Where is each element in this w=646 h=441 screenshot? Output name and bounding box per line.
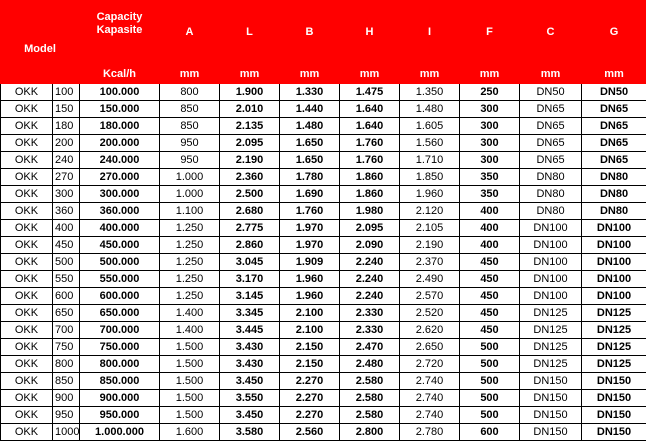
cell-c: DN50 bbox=[520, 84, 582, 101]
model-prefix: OKK bbox=[1, 220, 53, 237]
cell-g: DN150 bbox=[582, 424, 646, 441]
model-number: 1000 bbox=[53, 424, 80, 441]
cell-i: 2.620 bbox=[400, 322, 460, 339]
cell-g: DN65 bbox=[582, 135, 646, 152]
cell-g: DN125 bbox=[582, 356, 646, 373]
cell-g: DN125 bbox=[582, 322, 646, 339]
cell-c: DN125 bbox=[520, 356, 582, 373]
cell-a: 850 bbox=[160, 101, 220, 118]
model-prefix: OKK bbox=[1, 169, 53, 186]
table-row bbox=[1, 84, 646, 101]
model-prefix: OKK bbox=[1, 339, 53, 356]
cell-b: 1.780 bbox=[280, 169, 340, 186]
cell-a: 1.500 bbox=[160, 356, 220, 373]
header-col-h: H bbox=[340, 1, 400, 65]
cell-c: DN65 bbox=[520, 101, 582, 118]
capacity-cell: 200.000 bbox=[80, 135, 160, 152]
cell-f: 450 bbox=[460, 288, 520, 305]
capacity-cell: 700.000 bbox=[80, 322, 160, 339]
model-prefix: OKK bbox=[1, 390, 53, 407]
unit-f: mm bbox=[460, 65, 520, 84]
cell-g: DN80 bbox=[582, 169, 646, 186]
cell-h: 2.580 bbox=[340, 407, 400, 424]
table-row bbox=[1, 271, 646, 288]
cell-b: 1.650 bbox=[280, 152, 340, 169]
cell-f: 500 bbox=[460, 390, 520, 407]
model-number: 150 bbox=[53, 101, 80, 118]
model-prefix: OKK bbox=[1, 152, 53, 169]
cell-a: 1.400 bbox=[160, 305, 220, 322]
cell-f: 400 bbox=[460, 220, 520, 237]
model-number: 500 bbox=[53, 254, 80, 271]
cell-h: 2.240 bbox=[340, 271, 400, 288]
cell-c: DN100 bbox=[520, 254, 582, 271]
cell-b: 1.960 bbox=[280, 271, 340, 288]
cell-i: 2.780 bbox=[400, 424, 460, 441]
cell-i: 2.370 bbox=[400, 254, 460, 271]
capacity-cell: 1.000.000 bbox=[80, 424, 160, 441]
table-row bbox=[1, 305, 646, 322]
cell-b: 1.330 bbox=[280, 84, 340, 101]
cell-l: 2.500 bbox=[220, 186, 280, 203]
cell-c: DN65 bbox=[520, 152, 582, 169]
unit-i: mm bbox=[400, 65, 460, 84]
cell-h: 1.980 bbox=[340, 203, 400, 220]
capacity-cell: 500.000 bbox=[80, 254, 160, 271]
model-prefix: OKK bbox=[1, 373, 53, 390]
cell-a: 1.600 bbox=[160, 424, 220, 441]
cell-a: 1.250 bbox=[160, 220, 220, 237]
cell-c: DN65 bbox=[520, 118, 582, 135]
unit-b: mm bbox=[280, 65, 340, 84]
cell-g: DN125 bbox=[582, 339, 646, 356]
cell-l: 2.860 bbox=[220, 237, 280, 254]
cell-h: 2.240 bbox=[340, 254, 400, 271]
cell-l: 2.775 bbox=[220, 220, 280, 237]
cell-l: 3.170 bbox=[220, 271, 280, 288]
model-number: 270 bbox=[53, 169, 80, 186]
cell-i: 1.850 bbox=[400, 169, 460, 186]
cell-f: 500 bbox=[460, 339, 520, 356]
cell-c: DN100 bbox=[520, 237, 582, 254]
cell-a: 1.400 bbox=[160, 322, 220, 339]
model-number: 850 bbox=[53, 373, 80, 390]
capacity-cell: 180.000 bbox=[80, 118, 160, 135]
model-number: 750 bbox=[53, 339, 80, 356]
cell-l: 2.680 bbox=[220, 203, 280, 220]
cell-f: 250 bbox=[460, 84, 520, 101]
table-row bbox=[1, 424, 646, 441]
cell-l: 2.360 bbox=[220, 169, 280, 186]
cell-i: 2.520 bbox=[400, 305, 460, 322]
cell-i: 2.570 bbox=[400, 288, 460, 305]
model-prefix: OKK bbox=[1, 186, 53, 203]
unit-h: mm bbox=[340, 65, 400, 84]
cell-h: 1.760 bbox=[340, 152, 400, 169]
cell-b: 1.650 bbox=[280, 135, 340, 152]
cell-f: 300 bbox=[460, 118, 520, 135]
cell-g: DN80 bbox=[582, 186, 646, 203]
cell-h: 1.640 bbox=[340, 118, 400, 135]
cell-c: DN150 bbox=[520, 390, 582, 407]
model-number: 100 bbox=[53, 84, 80, 101]
cell-a: 1.100 bbox=[160, 203, 220, 220]
cell-l: 2.135 bbox=[220, 118, 280, 135]
cell-b: 2.270 bbox=[280, 407, 340, 424]
capacity-cell: 240.000 bbox=[80, 152, 160, 169]
cell-c: DN150 bbox=[520, 373, 582, 390]
cell-g: DN100 bbox=[582, 237, 646, 254]
capacity-cell: 750.000 bbox=[80, 339, 160, 356]
capacity-cell: 850.000 bbox=[80, 373, 160, 390]
cell-g: DN125 bbox=[582, 305, 646, 322]
cell-i: 2.740 bbox=[400, 373, 460, 390]
model-prefix: OKK bbox=[1, 288, 53, 305]
cell-b: 2.150 bbox=[280, 356, 340, 373]
cell-g: DN65 bbox=[582, 118, 646, 135]
model-number: 800 bbox=[53, 356, 80, 373]
model-number: 600 bbox=[53, 288, 80, 305]
cell-i: 2.740 bbox=[400, 407, 460, 424]
cell-f: 500 bbox=[460, 356, 520, 373]
header-col-i: I bbox=[400, 1, 460, 65]
cell-c: DN100 bbox=[520, 288, 582, 305]
cell-l: 2.190 bbox=[220, 152, 280, 169]
cell-f: 500 bbox=[460, 373, 520, 390]
cell-a: 1.500 bbox=[160, 373, 220, 390]
capacity-cell: 550.000 bbox=[80, 271, 160, 288]
cell-c: DN80 bbox=[520, 203, 582, 220]
unit-c: mm bbox=[520, 65, 582, 84]
table-row bbox=[1, 288, 646, 305]
cell-h: 1.860 bbox=[340, 186, 400, 203]
model-prefix: OKK bbox=[1, 305, 53, 322]
table-row bbox=[1, 203, 646, 220]
capacity-cell: 270.000 bbox=[80, 169, 160, 186]
cell-g: DN50 bbox=[582, 84, 646, 101]
cell-g: DN150 bbox=[582, 373, 646, 390]
cell-i: 2.105 bbox=[400, 220, 460, 237]
model-prefix: OKK bbox=[1, 407, 53, 424]
cell-i: 1.480 bbox=[400, 101, 460, 118]
cell-l: 3.145 bbox=[220, 288, 280, 305]
cell-h: 2.470 bbox=[340, 339, 400, 356]
cell-l: 3.580 bbox=[220, 424, 280, 441]
cell-b: 1.440 bbox=[280, 101, 340, 118]
cell-a: 800 bbox=[160, 84, 220, 101]
cell-h: 2.240 bbox=[340, 288, 400, 305]
cell-i: 2.190 bbox=[400, 237, 460, 254]
cell-i: 2.720 bbox=[400, 356, 460, 373]
cell-h: 2.580 bbox=[340, 373, 400, 390]
capacity-cell: 300.000 bbox=[80, 186, 160, 203]
cell-l: 3.450 bbox=[220, 407, 280, 424]
cell-g: DN100 bbox=[582, 271, 646, 288]
cell-c: DN125 bbox=[520, 339, 582, 356]
cell-b: 1.690 bbox=[280, 186, 340, 203]
model-number: 950 bbox=[53, 407, 80, 424]
cell-f: 400 bbox=[460, 237, 520, 254]
model-prefix: OKK bbox=[1, 271, 53, 288]
cell-a: 1.500 bbox=[160, 390, 220, 407]
cell-i: 2.490 bbox=[400, 271, 460, 288]
cell-g: DN150 bbox=[582, 407, 646, 424]
cell-g: DN100 bbox=[582, 254, 646, 271]
header-capacity-line1: Capacity bbox=[97, 11, 143, 23]
cell-h: 2.095 bbox=[340, 220, 400, 237]
header-capacity bbox=[80, 1, 160, 65]
cell-c: DN100 bbox=[520, 271, 582, 288]
model-prefix: OKK bbox=[1, 84, 53, 101]
cell-b: 1.480 bbox=[280, 118, 340, 135]
cell-l: 2.095 bbox=[220, 135, 280, 152]
cell-h: 2.480 bbox=[340, 356, 400, 373]
model-prefix: OKK bbox=[1, 237, 53, 254]
header-col-a: A bbox=[160, 1, 220, 65]
cell-h: 2.580 bbox=[340, 390, 400, 407]
cell-f: 450 bbox=[460, 305, 520, 322]
table-row bbox=[1, 101, 646, 118]
capacity-cell: 150.000 bbox=[80, 101, 160, 118]
cell-h: 1.475 bbox=[340, 84, 400, 101]
cell-c: DN125 bbox=[520, 305, 582, 322]
cell-b: 1.970 bbox=[280, 237, 340, 254]
cell-b: 2.100 bbox=[280, 305, 340, 322]
cell-i: 2.740 bbox=[400, 390, 460, 407]
cell-a: 950 bbox=[160, 152, 220, 169]
cell-b: 2.270 bbox=[280, 373, 340, 390]
cell-g: DN65 bbox=[582, 101, 646, 118]
model-number: 400 bbox=[53, 220, 80, 237]
table-row bbox=[1, 322, 646, 339]
model-prefix: OKK bbox=[1, 356, 53, 373]
model-number: 450 bbox=[53, 237, 80, 254]
capacity-cell: 950.000 bbox=[80, 407, 160, 424]
model-prefix: OKK bbox=[1, 322, 53, 339]
cell-a: 1.500 bbox=[160, 339, 220, 356]
capacity-cell: 450.000 bbox=[80, 237, 160, 254]
cell-h: 2.330 bbox=[340, 322, 400, 339]
cell-f: 450 bbox=[460, 254, 520, 271]
cell-l: 1.900 bbox=[220, 84, 280, 101]
cell-i: 1.560 bbox=[400, 135, 460, 152]
cell-h: 2.090 bbox=[340, 237, 400, 254]
capacity-cell: 600.000 bbox=[80, 288, 160, 305]
header-col-b: B bbox=[280, 1, 340, 65]
cell-b: 1.760 bbox=[280, 203, 340, 220]
model-number: 300 bbox=[53, 186, 80, 203]
table-row bbox=[1, 152, 646, 169]
cell-f: 350 bbox=[460, 169, 520, 186]
cell-i: 2.650 bbox=[400, 339, 460, 356]
cell-b: 2.270 bbox=[280, 390, 340, 407]
cell-c: DN150 bbox=[520, 407, 582, 424]
cell-b: 1.909 bbox=[280, 254, 340, 271]
cell-b: 2.150 bbox=[280, 339, 340, 356]
cell-c: DN125 bbox=[520, 322, 582, 339]
header-col-l: L bbox=[220, 1, 280, 65]
cell-i: 1.605 bbox=[400, 118, 460, 135]
cell-a: 1.000 bbox=[160, 186, 220, 203]
table-row bbox=[1, 390, 646, 407]
table-row bbox=[1, 118, 646, 135]
cell-f: 600 bbox=[460, 424, 520, 441]
cell-c: DN80 bbox=[520, 186, 582, 203]
table-row bbox=[1, 220, 646, 237]
cell-f: 300 bbox=[460, 135, 520, 152]
table-row bbox=[1, 237, 646, 254]
cell-i: 1.960 bbox=[400, 186, 460, 203]
table-header bbox=[1, 1, 646, 84]
cell-l: 3.450 bbox=[220, 373, 280, 390]
unit-capacity: Kcal/h bbox=[80, 65, 160, 84]
table-row bbox=[1, 373, 646, 390]
unit-l: mm bbox=[220, 65, 280, 84]
cell-l: 3.550 bbox=[220, 390, 280, 407]
model-number: 700 bbox=[53, 322, 80, 339]
cell-c: DN65 bbox=[520, 135, 582, 152]
cell-a: 1.250 bbox=[160, 237, 220, 254]
cell-f: 300 bbox=[460, 152, 520, 169]
header-capacity-line2: Kapasite bbox=[80, 24, 159, 37]
unit-g: mm bbox=[582, 65, 646, 84]
cell-a: 1.500 bbox=[160, 407, 220, 424]
cell-l: 3.345 bbox=[220, 305, 280, 322]
cell-a: 1.250 bbox=[160, 288, 220, 305]
header-col-g: G bbox=[582, 1, 646, 65]
table-row bbox=[1, 169, 646, 186]
model-prefix: OKK bbox=[1, 203, 53, 220]
cell-a: 1.250 bbox=[160, 271, 220, 288]
model-number: 240 bbox=[53, 152, 80, 169]
table-row bbox=[1, 135, 646, 152]
cell-g: DN65 bbox=[582, 152, 646, 169]
cell-a: 850 bbox=[160, 118, 220, 135]
model-number: 360 bbox=[53, 203, 80, 220]
cell-g: DN80 bbox=[582, 203, 646, 220]
table-body bbox=[1, 84, 646, 441]
capacity-cell: 360.000 bbox=[80, 203, 160, 220]
model-number: 900 bbox=[53, 390, 80, 407]
cell-c: DN150 bbox=[520, 424, 582, 441]
model-number: 200 bbox=[53, 135, 80, 152]
cell-f: 450 bbox=[460, 322, 520, 339]
cell-f: 300 bbox=[460, 101, 520, 118]
cell-l: 3.430 bbox=[220, 339, 280, 356]
table-row bbox=[1, 356, 646, 373]
cell-b: 1.960 bbox=[280, 288, 340, 305]
cell-l: 3.045 bbox=[220, 254, 280, 271]
cell-b: 1.970 bbox=[280, 220, 340, 237]
cell-g: DN100 bbox=[582, 220, 646, 237]
table-row bbox=[1, 254, 646, 271]
cell-h: 2.800 bbox=[340, 424, 400, 441]
table-row bbox=[1, 186, 646, 203]
table-row bbox=[1, 407, 646, 424]
capacity-cell: 400.000 bbox=[80, 220, 160, 237]
cell-i: 1.710 bbox=[400, 152, 460, 169]
cell-b: 2.560 bbox=[280, 424, 340, 441]
cell-h: 1.860 bbox=[340, 169, 400, 186]
model-prefix: OKK bbox=[1, 424, 53, 441]
cell-h: 1.640 bbox=[340, 101, 400, 118]
header-model: Model bbox=[1, 1, 80, 84]
model-number: 180 bbox=[53, 118, 80, 135]
unit-a: mm bbox=[160, 65, 220, 84]
capacity-cell: 650.000 bbox=[80, 305, 160, 322]
header-col-f: F bbox=[460, 1, 520, 65]
cell-g: DN100 bbox=[582, 288, 646, 305]
table-row bbox=[1, 339, 646, 356]
cell-i: 1.350 bbox=[400, 84, 460, 101]
model-prefix: OKK bbox=[1, 101, 53, 118]
cell-l: 2.010 bbox=[220, 101, 280, 118]
cell-g: DN150 bbox=[582, 390, 646, 407]
cell-a: 1.250 bbox=[160, 254, 220, 271]
cell-f: 400 bbox=[460, 203, 520, 220]
cell-c: DN80 bbox=[520, 169, 582, 186]
cell-h: 2.330 bbox=[340, 305, 400, 322]
capacity-cell: 100.000 bbox=[80, 84, 160, 101]
cell-i: 2.120 bbox=[400, 203, 460, 220]
cell-a: 1.000 bbox=[160, 169, 220, 186]
capacity-cell: 900.000 bbox=[80, 390, 160, 407]
model-prefix: OKK bbox=[1, 254, 53, 271]
cell-a: 950 bbox=[160, 135, 220, 152]
model-prefix: OKK bbox=[1, 118, 53, 135]
capacity-cell: 800.000 bbox=[80, 356, 160, 373]
cell-l: 3.430 bbox=[220, 356, 280, 373]
model-prefix: OKK bbox=[1, 135, 53, 152]
header-col-c: C bbox=[520, 1, 582, 65]
cell-c: DN100 bbox=[520, 220, 582, 237]
model-number: 650 bbox=[53, 305, 80, 322]
cell-f: 500 bbox=[460, 407, 520, 424]
cell-b: 2.100 bbox=[280, 322, 340, 339]
cell-l: 3.445 bbox=[220, 322, 280, 339]
cell-h: 1.760 bbox=[340, 135, 400, 152]
cell-f: 350 bbox=[460, 186, 520, 203]
cell-f: 450 bbox=[460, 271, 520, 288]
model-number: 550 bbox=[53, 271, 80, 288]
